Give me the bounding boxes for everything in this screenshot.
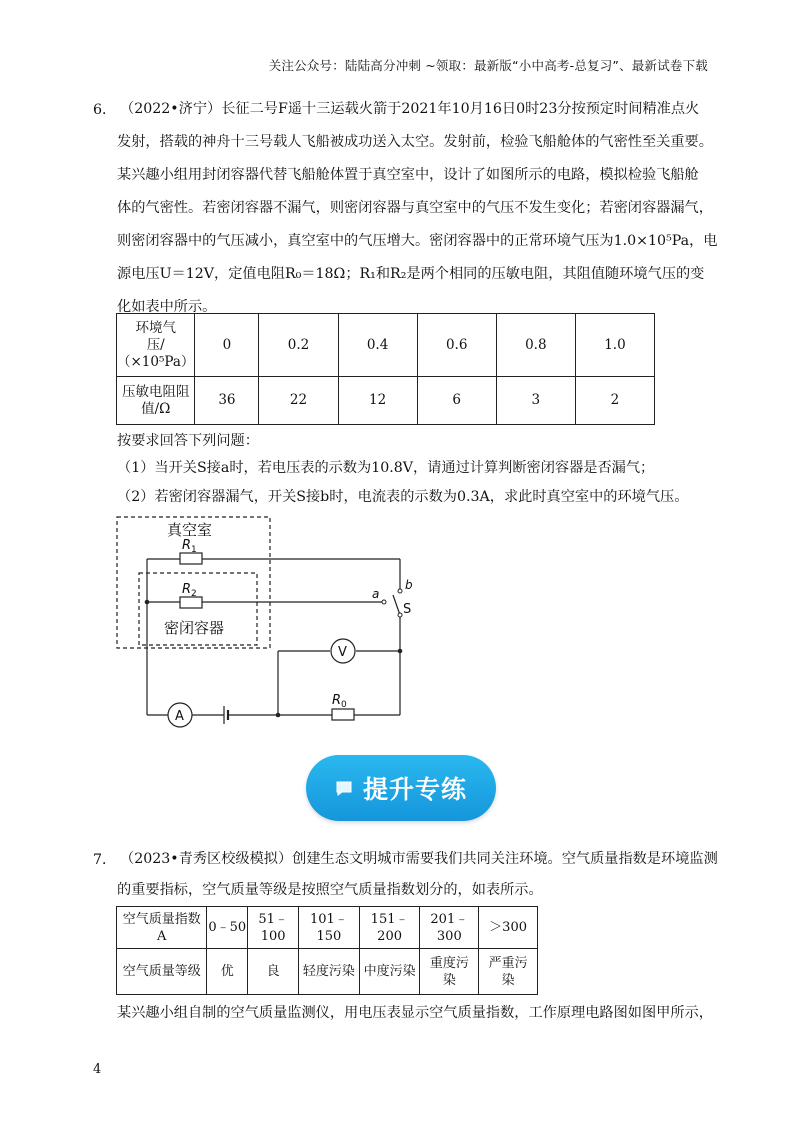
table-cell: 0.2 bbox=[259, 314, 338, 377]
air-quality-table bbox=[116, 906, 538, 995]
table-cell: 3 bbox=[496, 377, 575, 425]
r0-label: $R_0$ bbox=[332, 693, 347, 710]
table-header-pressure: 环境气 压/ （×10⁵Pa） bbox=[117, 314, 195, 377]
pressure-resistance-table bbox=[116, 313, 655, 425]
table-cell: 严重污 染 bbox=[479, 949, 538, 995]
table-cell: 6 bbox=[417, 377, 496, 425]
resistor-r0 bbox=[332, 709, 354, 720]
table-cell: 1.0 bbox=[575, 314, 654, 377]
page-header: 关注公众号：陆陆高分冲刺 ~领取：最新版“小中高考-总复习”、最新试卷下载 bbox=[268, 58, 708, 73]
table-cell: 轻度污染 bbox=[299, 949, 360, 995]
switch-label: S bbox=[403, 602, 412, 617]
banner-label: 提升专练 bbox=[362, 775, 467, 804]
table-header-aqi: 空气质量指数 A bbox=[117, 907, 207, 949]
junction-dot bbox=[145, 600, 150, 605]
question-7-number: 7． bbox=[93, 852, 117, 868]
table-cell: 良 bbox=[248, 949, 299, 995]
table-header-level: 空气质量等级 bbox=[117, 949, 207, 995]
table-cell: 0 bbox=[195, 314, 259, 377]
q7-last-line: 某兴趣小组自制的空气质量监测仪，用电压表显示空气质量指数，工作原理电路图如图甲所示， bbox=[117, 1005, 713, 1021]
voltmeter-label: V bbox=[338, 645, 347, 660]
table-cell: 0﹣50 bbox=[207, 907, 248, 949]
junction-dot bbox=[276, 713, 281, 718]
chat-bubble-icon bbox=[335, 779, 353, 797]
table-cell: 22 bbox=[259, 377, 338, 425]
table-header-resistance: 压敏电阻阻 值/Ω bbox=[117, 377, 195, 425]
table-cell: 201﹣ 300 bbox=[420, 907, 479, 949]
circuit-diagram bbox=[100, 505, 420, 735]
contact-a-label: a bbox=[372, 587, 380, 601]
contact-b bbox=[398, 589, 402, 593]
table-cell: 中度污染 bbox=[359, 949, 420, 995]
q6-line-4: 体的气密性。若密闭容器不漏气，则密闭容器与真空室中的气压不发生变化；若密闭容器漏气， bbox=[117, 200, 713, 216]
r2-label: $R_2$ bbox=[182, 582, 197, 599]
r1-label: $R_1$ bbox=[182, 538, 197, 555]
table-cell: 0.8 bbox=[496, 314, 575, 377]
q6-line-7: 化如表中所示。 bbox=[117, 299, 217, 315]
junction-dot bbox=[398, 649, 403, 654]
q7-line-1: （2023•青秀区校级模拟）创建生态文明城市需要我们共同关注环境。空气质量指数是环境监测 bbox=[120, 851, 718, 867]
q6-line-5: 则密闭容器中的气压减小，真空室中的气压增大。密闭容器中的正常环境气压为1.0×10⁵Pa，电 bbox=[117, 233, 718, 249]
practice-banner[interactable] bbox=[306, 755, 496, 821]
contact-a bbox=[382, 600, 386, 604]
table-cell: 51﹣100 bbox=[248, 907, 299, 949]
q6-subquestion-1: （1）当开关S接a时，若电压表的示数为10.8V，请通过计算判断密闭容器是否漏气； bbox=[117, 460, 655, 476]
q6-subquestion-2: （2）若密闭容器漏气，开关S接b时，电流表的示数为0.3A，求此时真空室中的环境气压。 bbox=[117, 489, 689, 505]
table-cell: 重度污 染 bbox=[420, 949, 479, 995]
switch-pivot bbox=[398, 613, 402, 617]
switch-blade bbox=[393, 595, 400, 615]
contact-b-label: b bbox=[405, 578, 413, 592]
table-cell: 36 bbox=[195, 377, 259, 425]
table-cell: 101﹣150 bbox=[299, 907, 360, 949]
q6-line-1: （2022•济宁）长征二号F遥十三运载火箭于2021年10月16日0时23分按预定时间精准点火 bbox=[120, 101, 700, 117]
q6-instructions: 按要求回答下列问题： bbox=[117, 433, 259, 449]
q6-line-3: 某兴趣小组用封闭容器代替飞船舱体置于真空室中，设计了如图所示的电路，模拟检验飞船舱 bbox=[117, 167, 699, 183]
table-cell: 0.6 bbox=[417, 314, 496, 377]
q6-line-6: 源电压U＝12V，定值电阻R₀＝18Ω；R₁和R₂是两个相同的压敏电阻，其阻值随环境气压的变 bbox=[117, 266, 705, 282]
table-cell: 0.4 bbox=[338, 314, 417, 377]
ammeter-label: A bbox=[175, 709, 184, 724]
table-cell: 12 bbox=[338, 377, 417, 425]
table-cell: 2 bbox=[575, 377, 654, 425]
q7-line-2: 的重要指标，空气质量等级是按照空气质量指数划分的，如表所示。 bbox=[117, 882, 543, 898]
sealed-container-label: 密闭容器 bbox=[164, 619, 225, 637]
page-number: 4 bbox=[93, 1062, 102, 1077]
vacuum-chamber-label: 真空室 bbox=[167, 521, 213, 539]
question-6-number: 6． bbox=[93, 102, 117, 118]
table-cell: 151﹣200 bbox=[359, 907, 420, 949]
table-cell: 优 bbox=[207, 949, 248, 995]
q6-line-2: 发射，搭载的神舟十三号载人飞船被成功送入太空。发射前，检验飞船舱体的气密性至关重要。 bbox=[117, 134, 713, 150]
table-cell: ＞300 bbox=[479, 907, 538, 949]
